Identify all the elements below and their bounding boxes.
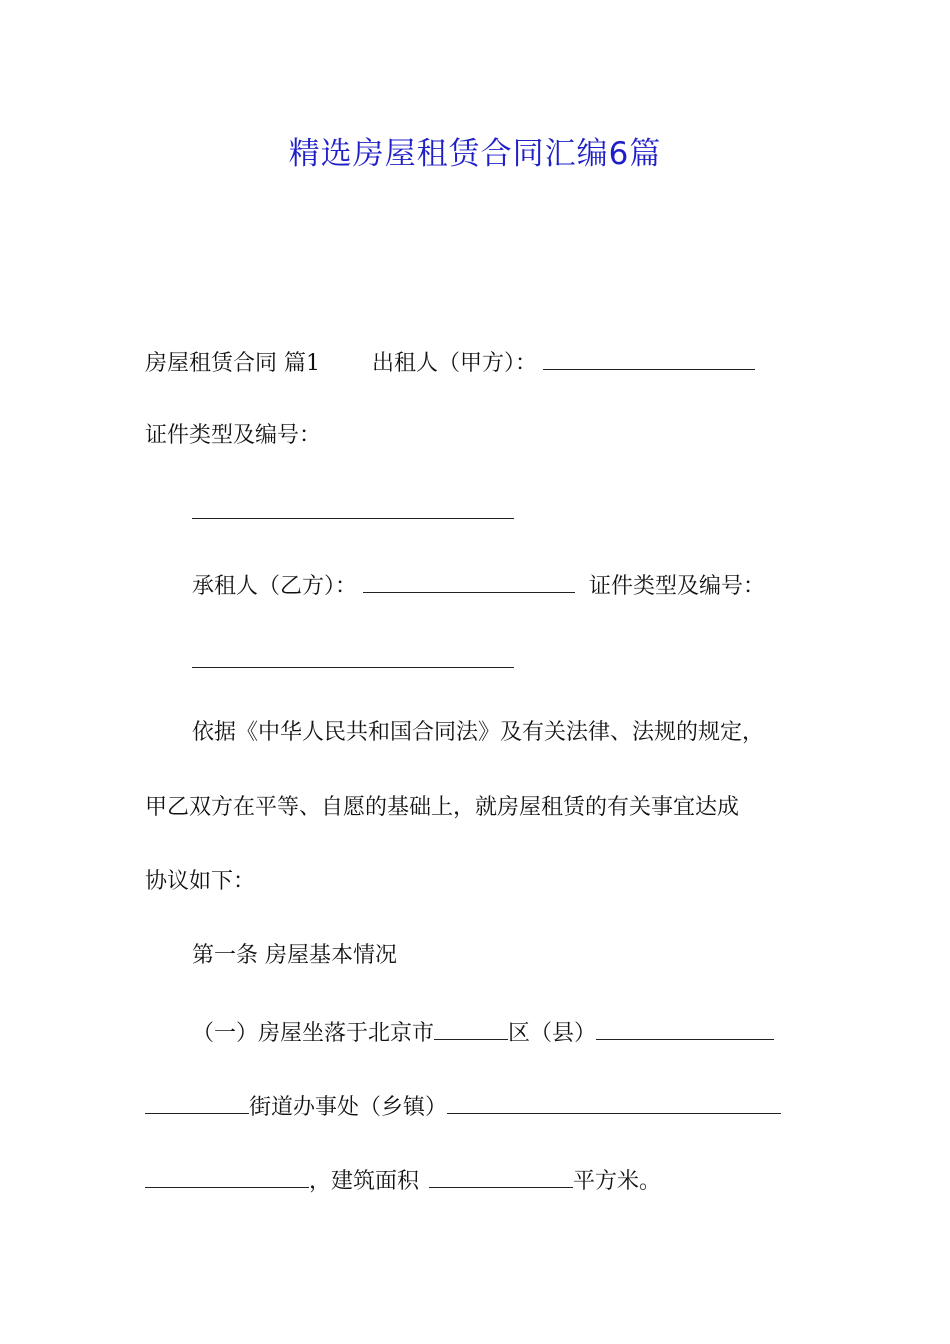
contract-section-label: 房屋租赁合同 篇1 — [145, 351, 320, 376]
lessee-line — [192, 568, 872, 603]
paragraph-line-3: 协议如下： — [145, 869, 256, 894]
lessee-id-blank-line — [192, 643, 872, 678]
lessor-blank[interactable] — [543, 345, 755, 370]
id-number-blank-line — [192, 494, 872, 529]
contract-heading-line — [145, 345, 825, 380]
area-line — [145, 1163, 825, 1198]
district-label: 区（县） — [508, 1021, 597, 1046]
article-heading: 第一条 房屋基本情况 — [192, 943, 397, 968]
lessee-blank[interactable] — [363, 568, 575, 593]
lessor-id-blank[interactable] — [192, 494, 514, 519]
paragraph-line-2: 甲乙双方在平等、自愿的基础上，就房屋租赁的有关事宜达成 — [145, 795, 740, 820]
lessee-id-blank[interactable] — [192, 643, 514, 668]
area-label: ，建筑面积 — [309, 1169, 420, 1194]
id-type-label: 证件类型及编号： — [145, 423, 322, 448]
street-blank[interactable] — [145, 1089, 249, 1114]
lessee-id-type-label: 证件类型及编号： — [589, 574, 766, 599]
street-office-line — [145, 1089, 825, 1124]
address-blank[interactable] — [145, 1163, 309, 1188]
location-line — [192, 1015, 872, 1050]
document-title: 精选房屋租赁合同汇编6篇 — [288, 136, 662, 172]
district-blank[interactable] — [434, 1015, 508, 1040]
street-office-label: 街道办事处（乡镇） — [249, 1095, 448, 1120]
lessee-label: 承租人（乙方）： — [192, 574, 358, 599]
id-type-line — [145, 420, 825, 452]
lessor-label: 出租人（甲方）： — [372, 351, 538, 376]
township-blank[interactable] — [447, 1089, 781, 1114]
county-blank[interactable] — [596, 1015, 774, 1040]
location-label: （一）房屋坐落于北京市 — [192, 1021, 435, 1046]
area-blank[interactable] — [429, 1163, 573, 1188]
paragraph-line-1: 依据《中华人民共和国合同法》及有关法律、法规的规定， — [192, 720, 765, 745]
area-unit: 平方米。 — [573, 1169, 662, 1194]
